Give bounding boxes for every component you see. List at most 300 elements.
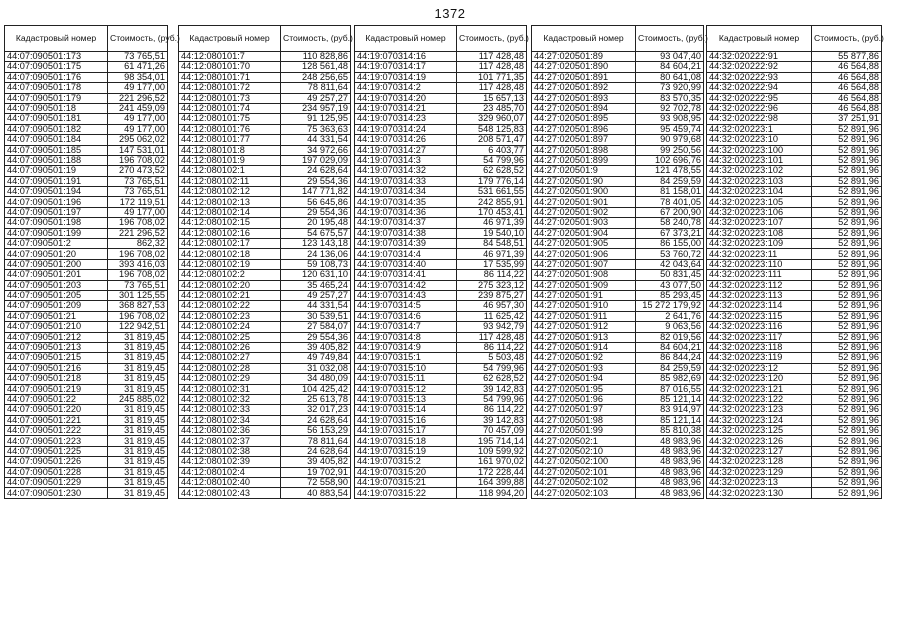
table-row xyxy=(5,259,168,269)
table-row xyxy=(532,218,704,228)
cadastral-number-cell: 44:07:090501:229 xyxy=(5,478,108,488)
table-row xyxy=(355,384,527,394)
table-row xyxy=(5,155,168,165)
cost-cell: 31 819,45 xyxy=(108,363,168,373)
table-row xyxy=(707,52,882,62)
cadastral-number-cell: 44:12:080102:34 xyxy=(179,415,281,425)
cost-cell: 31 819,45 xyxy=(108,478,168,488)
cadastral-number-cell: 44:32:020223:125 xyxy=(707,426,812,436)
table-row xyxy=(355,218,527,228)
table-row xyxy=(355,145,527,155)
cost-cell: 52 891,96 xyxy=(812,311,882,321)
cadastral-number-cell: 44:27:020501:892 xyxy=(532,83,636,93)
cost-cell: 52 891,96 xyxy=(812,270,882,280)
table-row xyxy=(179,124,351,134)
table-row xyxy=(5,83,168,93)
cost-cell: 86 114,22 xyxy=(457,342,527,352)
cadastral-number-cell: 44:07:090501:222 xyxy=(5,426,108,436)
cadastral-number-cell: 44:12:080102:16 xyxy=(179,228,281,238)
table-row xyxy=(532,457,704,467)
header-cost: Стоимость, (руб.) xyxy=(812,26,882,52)
cadastral-number-cell: 44:19:070314:19 xyxy=(355,72,457,82)
table-row xyxy=(707,488,882,498)
cadastral-number-cell: 44:32:020223:128 xyxy=(707,457,812,467)
cadastral-number-cell: 44:07:090501:230 xyxy=(5,488,108,498)
cadastral-number-cell: 44:27:020501:99 xyxy=(532,426,636,436)
cost-cell: 43 077,50 xyxy=(636,280,704,290)
cost-cell: 101 771,35 xyxy=(457,72,527,82)
cadastral-number-cell: 44:12:080102:14 xyxy=(179,207,281,217)
cadastral-number-cell: 44:27:020501:906 xyxy=(532,249,636,259)
cadastral-number-cell: 44:12:080101:74 xyxy=(179,103,281,113)
cadastral-number-cell: 44:19:070315:12 xyxy=(355,384,457,394)
cost-cell: 52 891,96 xyxy=(812,145,882,155)
cadastral-number-cell: 44:12:080102:27 xyxy=(179,353,281,363)
cadastral-number-cell: 44:12:080102:36 xyxy=(179,426,281,436)
cadastral-number-cell: 44:19:070314:5 xyxy=(355,301,457,311)
cost-cell: 221 296,52 xyxy=(108,93,168,103)
cost-cell: 52 891,96 xyxy=(812,259,882,269)
cadastral-number-cell: 44:19:070315:19 xyxy=(355,446,457,456)
cost-cell: 531 661,55 xyxy=(457,187,527,197)
table-row xyxy=(707,353,882,363)
table-row xyxy=(355,114,527,124)
table-row xyxy=(355,353,527,363)
cadastral-number-cell: 44:07:090501:219 xyxy=(5,384,108,394)
cadastral-number-cell: 44:19:070315:16 xyxy=(355,415,457,425)
cost-cell: 84 604,21 xyxy=(636,342,704,352)
cadastral-number-cell: 44:27:020501:90 xyxy=(532,176,636,186)
cadastral-number-cell: 44:07:090501:221 xyxy=(5,415,108,425)
cadastral-number-cell: 44:07:090501:216 xyxy=(5,363,108,373)
cost-cell: 52 891,96 xyxy=(812,446,882,456)
table-row xyxy=(179,72,351,82)
table-row xyxy=(707,415,882,425)
table-row xyxy=(707,270,882,280)
cost-cell: 52 891,96 xyxy=(812,488,882,498)
cadastral-number-cell: 44:12:080101:76 xyxy=(179,124,281,134)
cadastral-number-cell: 44:12:080102:19 xyxy=(179,259,281,269)
cadastral-number-cell: 44:19:070314:9 xyxy=(355,342,457,352)
cost-cell: 52 891,96 xyxy=(812,415,882,425)
cost-cell: 195 714,14 xyxy=(457,436,527,446)
cadastral-number-cell: 44:19:070314:32 xyxy=(355,166,457,176)
cadastral-number-cell: 44:27:020501:894 xyxy=(532,103,636,113)
table-row xyxy=(179,135,351,145)
cost-cell: 92 702,78 xyxy=(636,103,704,113)
table-row xyxy=(179,166,351,176)
cadastral-number-cell: 44:27:020501:98 xyxy=(532,415,636,425)
cost-cell: 52 891,96 xyxy=(812,280,882,290)
header-cadastral-number: Кадастровый номер xyxy=(179,26,281,52)
cost-cell: 95 459,74 xyxy=(636,124,704,134)
cadastral-table-3 xyxy=(354,25,527,499)
table-row xyxy=(5,426,168,436)
cost-cell: 170 453,41 xyxy=(457,207,527,217)
cost-cell: 52 891,96 xyxy=(812,228,882,238)
cost-cell: 54 799,96 xyxy=(457,155,527,165)
cost-cell: 44 331,54 xyxy=(281,301,351,311)
table-row xyxy=(179,415,351,425)
cost-cell: 368 827,53 xyxy=(108,301,168,311)
table-row xyxy=(5,342,168,352)
cadastral-number-cell: 44:27:020501:895 xyxy=(532,114,636,124)
cadastral-number-cell: 44:32:020223:11 xyxy=(707,249,812,259)
cadastral-number-cell: 44:07:090501:225 xyxy=(5,446,108,456)
cadastral-number-cell: 44:32:020223:122 xyxy=(707,394,812,404)
cost-cell: 56 645,86 xyxy=(281,197,351,207)
header-cost: Стоимость, (руб.) xyxy=(636,26,704,52)
cost-cell: 59 108,73 xyxy=(281,259,351,269)
table-row xyxy=(5,467,168,477)
cost-cell: 241 459,09 xyxy=(108,103,168,113)
cost-cell: 56 153,29 xyxy=(281,426,351,436)
cost-cell: 93 908,95 xyxy=(636,114,704,124)
cost-cell: 117 428,48 xyxy=(457,83,527,93)
cost-cell: 52 891,96 xyxy=(812,218,882,228)
table-row xyxy=(532,145,704,155)
table-row xyxy=(532,384,704,394)
cadastral-number-cell: 44:12:080102:26 xyxy=(179,342,281,352)
cadastral-number-cell: 44:12:080102:32 xyxy=(179,394,281,404)
table-row xyxy=(355,155,527,165)
cadastral-number-cell: 44:27:020501:907 xyxy=(532,259,636,269)
cadastral-number-cell: 44:27:020501:95 xyxy=(532,384,636,394)
cadastral-number-cell: 44:32:020223:121 xyxy=(707,384,812,394)
table-row xyxy=(707,457,882,467)
cost-cell: 118 994,20 xyxy=(457,488,527,498)
cost-cell: 109 599,92 xyxy=(457,446,527,456)
cost-cell: 34 972,66 xyxy=(281,145,351,155)
cost-cell: 122 942,51 xyxy=(108,322,168,332)
cadastral-number-cell: 44:07:090501:196 xyxy=(5,197,108,207)
cadastral-number-cell: 44:32:020222:92 xyxy=(707,62,812,72)
cadastral-number-cell: 44:07:090501:175 xyxy=(5,62,108,72)
cost-cell: 52 891,96 xyxy=(812,290,882,300)
cadastral-number-cell: 44:27:020501:91 xyxy=(532,290,636,300)
table-row xyxy=(532,322,704,332)
cadastral-number-cell: 44:32:020223:126 xyxy=(707,436,812,446)
cadastral-number-cell: 44:12:080101:73 xyxy=(179,93,281,103)
cost-cell: 46 564,88 xyxy=(812,72,882,82)
cadastral-number-cell: 44:32:020223:123 xyxy=(707,405,812,415)
table-row xyxy=(707,124,882,134)
table-row xyxy=(5,135,168,145)
cost-cell: 275 323,12 xyxy=(457,280,527,290)
table-row xyxy=(532,332,704,342)
cost-cell: 34 480,09 xyxy=(281,374,351,384)
header-cadastral-number: Кадастровый номер xyxy=(532,26,636,52)
cadastral-number-cell: 44:12:080102:37 xyxy=(179,436,281,446)
cost-cell: 221 296,52 xyxy=(108,228,168,238)
cadastral-number-cell: 44:07:090501:228 xyxy=(5,467,108,477)
cadastral-number-cell: 44:12:080101:77 xyxy=(179,135,281,145)
cadastral-number-cell: 44:19:070314:36 xyxy=(355,207,457,217)
cost-cell: 31 819,45 xyxy=(108,457,168,467)
cost-cell: 31 819,45 xyxy=(108,374,168,384)
table-row xyxy=(5,228,168,238)
cost-cell: 46 971,39 xyxy=(457,218,527,228)
cadastral-number-cell: 44:07:090501:173 xyxy=(5,52,108,62)
table-row xyxy=(179,280,351,290)
table-row xyxy=(179,52,351,62)
cadastral-number-cell: 44:12:080101:72 xyxy=(179,83,281,93)
cost-cell: 52 891,96 xyxy=(812,166,882,176)
table-row xyxy=(532,124,704,134)
table-row xyxy=(355,93,527,103)
cost-cell: 75 363,63 xyxy=(281,124,351,134)
cadastral-number-cell: 44:27:020501:901 xyxy=(532,197,636,207)
table-row xyxy=(179,249,351,259)
cadastral-number-cell: 44:27:020501:903 xyxy=(532,218,636,228)
cadastral-number-cell: 44:07:090501:181 xyxy=(5,114,108,124)
table-row xyxy=(179,457,351,467)
cadastral-number-cell: 44:19:070314:3 xyxy=(355,155,457,165)
cadastral-number-cell: 44:12:080102:43 xyxy=(179,488,281,498)
cadastral-number-cell: 44:12:080102:18 xyxy=(179,249,281,259)
cost-cell: 196 708,02 xyxy=(108,218,168,228)
table-row xyxy=(532,405,704,415)
table-row xyxy=(179,363,351,373)
table-row xyxy=(5,394,168,404)
cadastral-number-cell: 44:12:080102:29 xyxy=(179,374,281,384)
cost-cell: 120 631,10 xyxy=(281,270,351,280)
cost-cell: 248 256,65 xyxy=(281,72,351,82)
cadastral-number-cell: 44:32:020223:110 xyxy=(707,259,812,269)
table-row xyxy=(355,436,527,446)
cadastral-number-cell: 44:07:090501:205 xyxy=(5,290,108,300)
table-row xyxy=(179,426,351,436)
table-row xyxy=(179,228,351,238)
cadastral-number-cell: 44:07:090501:210 xyxy=(5,322,108,332)
table-row xyxy=(707,62,882,72)
cost-cell: 29 554,36 xyxy=(281,332,351,342)
table-row xyxy=(5,166,168,176)
table-row xyxy=(707,436,882,446)
cost-cell: 54 675,57 xyxy=(281,228,351,238)
table-row xyxy=(532,114,704,124)
table-row xyxy=(532,446,704,456)
cadastral-number-cell: 44:19:070314:27 xyxy=(355,145,457,155)
cadastral-number-cell: 44:19:070314:33 xyxy=(355,176,457,186)
cost-cell: 31 819,45 xyxy=(108,384,168,394)
table-row xyxy=(5,374,168,384)
table-row xyxy=(707,301,882,311)
cadastral-number-cell: 44:12:080102:38 xyxy=(179,446,281,456)
cost-cell: 73 765,51 xyxy=(108,52,168,62)
cadastral-number-cell: 44:07:090501:212 xyxy=(5,332,108,342)
table-row xyxy=(707,207,882,217)
table-row xyxy=(532,155,704,165)
table-row xyxy=(532,270,704,280)
cost-cell: 67 373,21 xyxy=(636,228,704,238)
table-row xyxy=(355,405,527,415)
table-row xyxy=(179,374,351,384)
table-row xyxy=(532,467,704,477)
table-row xyxy=(179,301,351,311)
cost-cell: 49 177,00 xyxy=(108,124,168,134)
cadastral-number-cell: 44:19:070315:18 xyxy=(355,436,457,446)
cadastral-number-cell: 44:27:020501:92 xyxy=(532,353,636,363)
cost-cell: 81 158,01 xyxy=(636,187,704,197)
table-row xyxy=(707,384,882,394)
table-row xyxy=(5,52,168,62)
table-row xyxy=(179,145,351,155)
cadastral-number-cell: 44:12:080102:15 xyxy=(179,218,281,228)
cost-cell: 197 029,09 xyxy=(281,155,351,165)
cost-cell: 23 485,70 xyxy=(457,103,527,113)
table-row xyxy=(5,446,168,456)
cadastral-number-cell: 44:27:020501:900 xyxy=(532,187,636,197)
header-cost: Стоимость, (руб.) xyxy=(457,26,527,52)
cost-cell: 5 503,48 xyxy=(457,353,527,363)
cadastral-number-cell: 44:19:070314:7 xyxy=(355,322,457,332)
cost-cell: 62 628,52 xyxy=(457,166,527,176)
cadastral-number-cell: 44:27:020502:103 xyxy=(532,488,636,498)
table-row xyxy=(179,218,351,228)
table-row xyxy=(5,239,168,249)
cadastral-number-cell: 44:32:020223:130 xyxy=(707,488,812,498)
cost-cell: 85 982,69 xyxy=(636,374,704,384)
cost-cell: 32 017,23 xyxy=(281,405,351,415)
header-cadastral-number: Кадастровый номер xyxy=(355,26,457,52)
table-row xyxy=(707,83,882,93)
cadastral-number-cell: 44:19:070314:38 xyxy=(355,228,457,238)
table-row xyxy=(179,342,351,352)
table-row xyxy=(355,311,527,321)
table-row xyxy=(707,342,882,352)
table-row xyxy=(707,290,882,300)
table-row xyxy=(355,52,527,62)
table-row xyxy=(707,426,882,436)
cadastral-number-cell: 44:07:090501:198 xyxy=(5,218,108,228)
table-row xyxy=(707,363,882,373)
cadastral-number-cell: 44:27:020501:904 xyxy=(532,228,636,238)
cost-cell: 9 063,56 xyxy=(636,322,704,332)
cadastral-number-cell: 44:19:070315:1 xyxy=(355,353,457,363)
table-row xyxy=(532,228,704,238)
table-row xyxy=(355,62,527,72)
header-cost: Стоимость, (руб.) xyxy=(281,26,351,52)
cadastral-number-cell: 44:12:080102:25 xyxy=(179,332,281,342)
cadastral-number-cell: 44:19:070314:6 xyxy=(355,311,457,321)
cadastral-number-cell: 44:12:080102:28 xyxy=(179,363,281,373)
cadastral-number-cell: 44:32:020223:106 xyxy=(707,207,812,217)
cost-cell: 40 883,54 xyxy=(281,488,351,498)
table-row xyxy=(707,114,882,124)
cadastral-number-cell: 44:07:090501:220 xyxy=(5,405,108,415)
table-row xyxy=(532,62,704,72)
table-row xyxy=(355,72,527,82)
cost-cell: 52 891,96 xyxy=(812,332,882,342)
table-row xyxy=(355,301,527,311)
table-row xyxy=(5,405,168,415)
table-row xyxy=(707,228,882,238)
cost-cell: 31 819,45 xyxy=(108,405,168,415)
header-cost: Стоимость, (руб.) xyxy=(108,26,168,52)
cadastral-number-cell: 44:12:080102:22 xyxy=(179,301,281,311)
table-row xyxy=(5,176,168,186)
cadastral-number-cell: 44:32:020223:118 xyxy=(707,342,812,352)
cadastral-number-cell: 44:07:090501:179 xyxy=(5,93,108,103)
cost-cell: 61 471,26 xyxy=(108,62,168,72)
cadastral-number-cell: 44:07:090501:22 xyxy=(5,394,108,404)
cadastral-number-cell: 44:19:070314:8 xyxy=(355,332,457,342)
cadastral-number-cell: 44:12:080102:4 xyxy=(179,467,281,477)
cost-cell: 52 891,96 xyxy=(812,374,882,384)
cadastral-number-cell: 44:07:090501:182 xyxy=(5,124,108,134)
cost-cell: 393 416,03 xyxy=(108,259,168,269)
cost-cell: 52 891,96 xyxy=(812,394,882,404)
cost-cell: 52 891,96 xyxy=(812,342,882,352)
cost-cell: 239 875,27 xyxy=(457,290,527,300)
cost-cell: 98 354,01 xyxy=(108,72,168,82)
cost-cell: 86 155,00 xyxy=(636,239,704,249)
cadastral-table-2 xyxy=(178,25,351,499)
cadastral-number-cell: 44:27:020501:96 xyxy=(532,394,636,404)
cadastral-number-cell: 44:32:020223:120 xyxy=(707,374,812,384)
cadastral-number-cell: 44:32:020222:94 xyxy=(707,83,812,93)
cost-cell: 52 891,96 xyxy=(812,207,882,217)
cadastral-number-cell: 44:19:070314:35 xyxy=(355,197,457,207)
cost-cell: 53 760,72 xyxy=(636,249,704,259)
table-row xyxy=(5,353,168,363)
table-row xyxy=(5,311,168,321)
cadastral-number-cell: 44:19:070314:2 xyxy=(355,83,457,93)
cadastral-number-cell: 44:12:080102:33 xyxy=(179,405,281,415)
table-row xyxy=(707,332,882,342)
cadastral-number-cell: 44:19:070314:39 xyxy=(355,239,457,249)
table-row xyxy=(532,280,704,290)
cadastral-number-cell: 44:07:090501:176 xyxy=(5,72,108,82)
cost-cell: 52 891,96 xyxy=(812,467,882,477)
cost-cell: 85 293,45 xyxy=(636,290,704,300)
cost-cell: 31 819,45 xyxy=(108,467,168,477)
cadastral-number-cell: 44:19:070315:14 xyxy=(355,405,457,415)
table-row xyxy=(5,280,168,290)
table-row xyxy=(5,249,168,259)
cost-cell: 44 331,54 xyxy=(281,135,351,145)
table-row xyxy=(5,363,168,373)
cost-cell: 104 425,42 xyxy=(281,384,351,394)
cadastral-number-cell: 44:07:090501:20 xyxy=(5,249,108,259)
cost-cell: 52 891,96 xyxy=(812,405,882,415)
cost-cell: 110 828,86 xyxy=(281,52,351,62)
cadastral-number-cell: 44:27:020501:899 xyxy=(532,155,636,165)
cadastral-number-cell: 44:32:020223:102 xyxy=(707,166,812,176)
cadastral-number-cell: 44:19:070315:2 xyxy=(355,457,457,467)
table-row xyxy=(179,155,351,165)
table-row xyxy=(179,332,351,342)
cost-cell: 85 121,14 xyxy=(636,415,704,425)
cadastral-number-cell: 44:07:090501:201 xyxy=(5,270,108,280)
cadastral-number-cell: 44:12:080102:24 xyxy=(179,322,281,332)
cost-cell: 31 819,45 xyxy=(108,488,168,498)
table-row xyxy=(532,249,704,259)
cadastral-number-cell: 44:32:020223:114 xyxy=(707,301,812,311)
table-row xyxy=(355,488,527,498)
cadastral-number-cell: 44:19:070314:23 xyxy=(355,114,457,124)
cost-cell: 30 539,51 xyxy=(281,311,351,321)
cost-cell: 52 891,96 xyxy=(812,135,882,145)
table-row xyxy=(5,62,168,72)
table-row xyxy=(355,394,527,404)
table-row xyxy=(355,83,527,93)
cost-cell: 49 749,84 xyxy=(281,353,351,363)
table-row xyxy=(179,239,351,249)
cadastral-number-cell: 44:12:080102:40 xyxy=(179,478,281,488)
cadastral-number-cell: 44:32:020223:1 xyxy=(707,124,812,134)
